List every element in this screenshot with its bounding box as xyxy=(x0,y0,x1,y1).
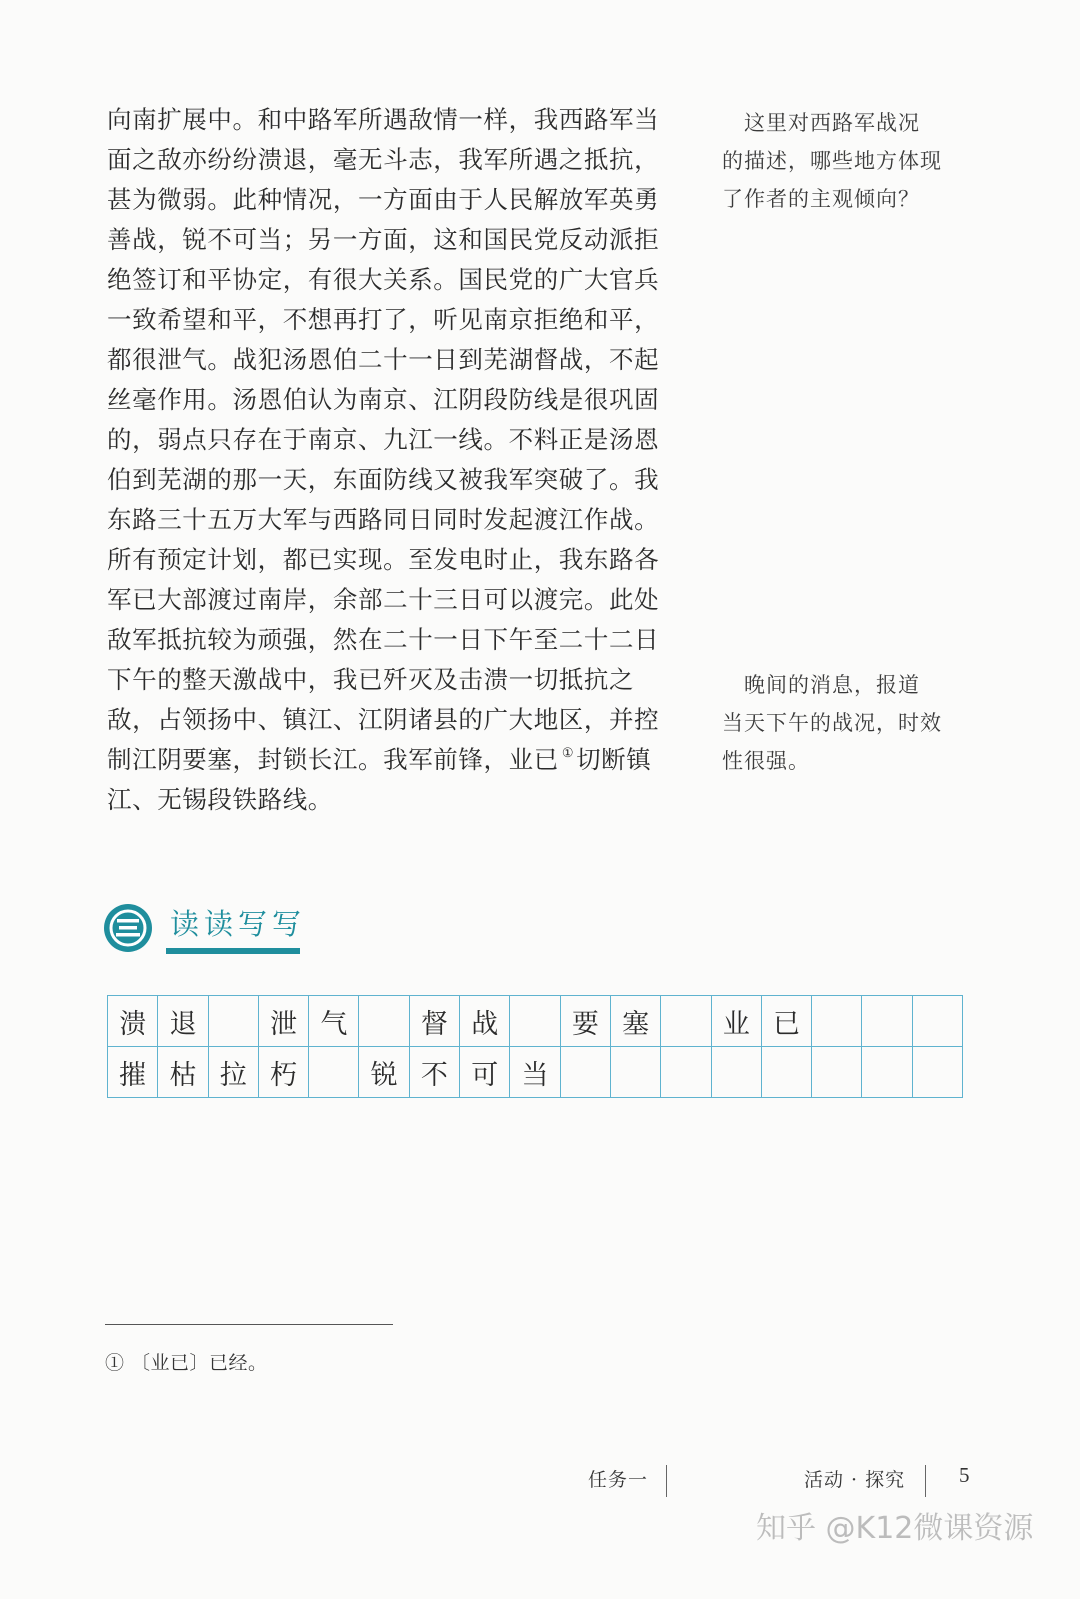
body-line-segment: 切断镇 xyxy=(576,745,652,774)
grid-cell: 要 xyxy=(560,996,610,1047)
body-line: 江、无锡段铁路线。 xyxy=(107,785,333,814)
body-line: 都很泄气。战犯汤恩伯二十一日到芜湖督战，不起 xyxy=(107,345,660,374)
grid-cell: 摧 xyxy=(108,1047,158,1098)
word-grid xyxy=(107,995,963,1098)
side-note-line: 了作者的主观倾向？ xyxy=(722,187,920,211)
grid-cell: 可 xyxy=(460,1047,510,1098)
footnote-reference: ① xyxy=(561,746,575,761)
three-lines-icon xyxy=(104,904,152,952)
body-line: 东路三十五万大军与西路同日同时发起渡江作战。 xyxy=(107,505,660,534)
section-underline xyxy=(166,948,300,954)
grid-cell: 枯 xyxy=(158,1047,208,1098)
footnote: ① 〔业已〕已经。 xyxy=(105,1352,268,1374)
body-line: 甚为微弱。此种情况，一方面由于人民解放军英勇 xyxy=(107,185,660,214)
side-note-line: 的描述，哪些地方体现 xyxy=(722,149,942,173)
footer-activity-label: 活动 · 探究 xyxy=(804,1469,906,1491)
grid-row xyxy=(108,996,963,1047)
body-line: 所有预定计划，都已实现。至发电时止，我东路各 xyxy=(107,545,660,574)
grid-cell: 不 xyxy=(409,1047,459,1098)
grid-cell xyxy=(761,1047,811,1098)
page-number: 5 xyxy=(959,1463,970,1487)
grid-cell xyxy=(510,996,560,1047)
body-line: 绝签订和平协定，有很大关系。国民党的广大官兵 xyxy=(107,265,660,294)
side-note-line: 晚间的消息，报道 xyxy=(722,673,920,697)
grid-cell xyxy=(610,1047,660,1098)
side-note-line: 性很强。 xyxy=(722,749,810,773)
side-note-west-army xyxy=(722,104,992,218)
side-note-line: 当天下午的战况，时效 xyxy=(722,711,942,735)
grid-cell xyxy=(560,1047,610,1098)
grid-cell xyxy=(661,996,711,1047)
grid-cell: 拉 xyxy=(208,1047,258,1098)
grid-cell xyxy=(359,996,409,1047)
grid-cell: 督 xyxy=(409,996,459,1047)
footer-divider xyxy=(666,1465,667,1497)
grid-cell: 战 xyxy=(460,996,510,1047)
grid-cell xyxy=(661,1047,711,1098)
grid-cell: 退 xyxy=(158,996,208,1047)
side-note-line: 这里对西路军战况 xyxy=(722,111,920,135)
body-line: 的，弱点只存在于南京、九江一线。不料正是汤恩 xyxy=(107,425,660,454)
footnote-divider xyxy=(105,1324,393,1325)
body-line xyxy=(107,740,687,780)
grid-cell: 气 xyxy=(309,996,359,1047)
body-line: 丝毫作用。汤恩伯认为南京、江阴段防线是很巩固 xyxy=(107,385,660,414)
grid-cell xyxy=(812,996,862,1047)
body-line: 一致希望和平，不想再打了，听见南京拒绝和平， xyxy=(107,305,660,334)
grid-cell: 塞 xyxy=(610,996,660,1047)
grid-cell xyxy=(711,1047,761,1098)
body-line: 敌军抵抗较为顽强，然在二十一日下午至二十二日 xyxy=(107,625,660,654)
body-line-segment: 制江阴要塞，封锁长江。我军前锋，业已 xyxy=(107,745,559,774)
footer-task-label: 任务一 xyxy=(588,1469,649,1491)
body-line: 面之敌亦纷纷溃退，毫无斗志，我军所遇之抵抗， xyxy=(107,145,660,174)
section-title: 读读写写 xyxy=(170,907,307,941)
grid-cell xyxy=(812,1047,862,1098)
watermark: 知乎 @K12微课资源 xyxy=(756,1511,1034,1546)
body-text xyxy=(107,100,687,820)
footer-divider xyxy=(925,1465,926,1497)
grid-cell: 当 xyxy=(510,1047,560,1098)
grid-cell: 溃 xyxy=(108,996,158,1047)
grid-cell: 已 xyxy=(761,996,811,1047)
grid-cell xyxy=(208,996,258,1047)
grid-cell: 锐 xyxy=(359,1047,409,1098)
grid-cell xyxy=(862,996,912,1047)
body-line: 伯到芜湖的那一天，东面防线又被我军突破了。我 xyxy=(107,465,660,494)
grid-cell: 业 xyxy=(711,996,761,1047)
section-header xyxy=(104,900,344,960)
grid-row xyxy=(108,1047,963,1098)
body-line: 向南扩展中。和中路军所遇敌情一样，我西路军当 xyxy=(107,105,660,134)
side-note-evening-news xyxy=(722,666,992,780)
grid-cell: 朽 xyxy=(258,1047,308,1098)
grid-cell: 泄 xyxy=(258,996,308,1047)
grid-cell xyxy=(862,1047,912,1098)
grid-cell xyxy=(309,1047,359,1098)
grid-cell xyxy=(912,1047,962,1098)
body-line: 敌，占领扬中、镇江、江阴诸县的广大地区，并控 xyxy=(107,705,660,734)
body-line: 善战，锐不可当；另一方面，这和国民党反动派拒 xyxy=(107,225,660,254)
grid-cell xyxy=(912,996,962,1047)
body-line: 军已大部渡过南岸，余部二十三日可以渡完。此处 xyxy=(107,585,660,614)
body-line: 下午的整天激战中，我已歼灭及击溃一切抵抗之 xyxy=(107,665,635,694)
